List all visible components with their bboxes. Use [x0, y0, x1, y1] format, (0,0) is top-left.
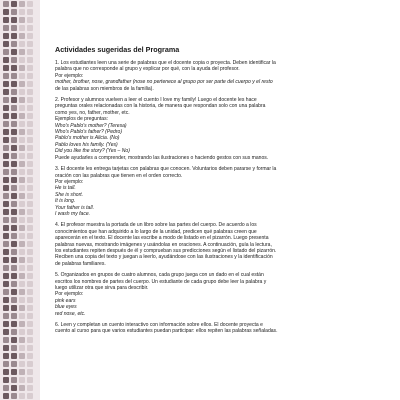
- decorative-square: [3, 217, 9, 223]
- decorative-square: [3, 105, 9, 111]
- decorative-square: [19, 121, 25, 127]
- decorative-square: [3, 257, 9, 263]
- paragraph-line: I wash my face.: [55, 210, 91, 217]
- decorative-square: [27, 273, 33, 279]
- decorative-square: [3, 25, 9, 31]
- decorative-square: [3, 153, 9, 159]
- decorative-square: [11, 105, 17, 111]
- decorative-square: [27, 329, 33, 335]
- decorative-square: [3, 393, 9, 399]
- paragraph-line: Por ejemplo:: [55, 72, 84, 79]
- decorative-square: [11, 273, 17, 279]
- decorative-square: [19, 337, 25, 343]
- paragraph-line: los estudiantes repiten después de él y comprueban sus predicciones según el listado del pizarrón.: [55, 247, 277, 254]
- paragraph-line: oración con las palabras que tienen en el orden correcto.: [55, 172, 183, 179]
- paragraph-line: 6. Leen y completan un cuento interactivo con información sobre ellos. El docente proyecta e: [55, 322, 263, 329]
- decorative-square: [3, 49, 9, 55]
- decorative-square: [11, 33, 17, 39]
- decorative-square: [3, 241, 9, 247]
- decorative-square: [11, 353, 17, 359]
- decorative-square: [3, 233, 9, 239]
- decorative-square: [3, 353, 9, 359]
- decorative-square: [27, 105, 33, 111]
- decorative-square: [27, 9, 33, 15]
- decorative-square: [11, 145, 17, 151]
- activity-paragraph: [55, 272, 393, 317]
- activity-list: [55, 60, 393, 335]
- decorative-square: [11, 313, 17, 319]
- decorative-square: [11, 209, 17, 215]
- decorative-square: [19, 65, 25, 71]
- decorative-square: [19, 105, 25, 111]
- decorative-square: [11, 41, 17, 47]
- decorative-square: [11, 113, 17, 119]
- decorative-square: [3, 145, 9, 151]
- decorative-square: [3, 281, 9, 287]
- decorative-square: [11, 177, 17, 183]
- decorative-square: [11, 225, 17, 231]
- decorative-square: [27, 129, 33, 135]
- decorative-square: [27, 89, 33, 95]
- decorative-square: [3, 321, 9, 327]
- decorative-square: [3, 305, 9, 311]
- decorative-square: [11, 89, 17, 95]
- decorative-square: [3, 177, 9, 183]
- decorative-square: [11, 369, 17, 375]
- decorative-square: [3, 185, 9, 191]
- paragraph-line: Pablo loves his family. (Yes): [55, 141, 118, 148]
- decorative-square: [19, 9, 25, 15]
- decorative-side-strip: [0, 0, 40, 400]
- paragraph-line: Pablo's mother is Alicia. (No): [55, 135, 120, 142]
- paragraph-line: blue eyes: [55, 304, 77, 311]
- decorative-square: [19, 345, 25, 351]
- decorative-square: [27, 137, 33, 143]
- decorative-square: [11, 81, 17, 87]
- decorative-square: [27, 81, 33, 87]
- decorative-square: [3, 73, 9, 79]
- decorative-square: [3, 273, 9, 279]
- decorative-square: [11, 217, 17, 223]
- decorative-square: [3, 313, 9, 319]
- paragraph-line: Por ejemplo:: [55, 291, 84, 298]
- decorative-square: [27, 385, 33, 391]
- decorative-square: [3, 17, 9, 23]
- decorative-square: [19, 273, 25, 279]
- decorative-square: [19, 257, 25, 263]
- document-title: Actividades sugeridas del Programa: [55, 45, 180, 54]
- decorative-square: [27, 153, 33, 159]
- decorative-square: [3, 209, 9, 215]
- decorative-square: [27, 121, 33, 127]
- decorative-square: [11, 385, 17, 391]
- decorative-square: [19, 41, 25, 47]
- decorative-square: [27, 241, 33, 247]
- decorative-square: [27, 161, 33, 167]
- decorative-square: [11, 185, 17, 191]
- decorative-square: [11, 233, 17, 239]
- decorative-square: [3, 289, 9, 295]
- decorative-square: [27, 289, 33, 295]
- decorative-square: [19, 209, 25, 215]
- decorative-square: [27, 369, 33, 375]
- decorative-square: [27, 201, 33, 207]
- decorative-square: [19, 185, 25, 191]
- decorative-square: [11, 249, 17, 255]
- decorative-square: [3, 161, 9, 167]
- decorative-square: [11, 17, 17, 23]
- decorative-square: [19, 25, 25, 31]
- decorative-square: [19, 81, 25, 87]
- decorative-square: [19, 17, 25, 23]
- decorative-square: [19, 97, 25, 103]
- decorative-square: [27, 393, 33, 399]
- decorative-square: [19, 233, 25, 239]
- decorative-square: [11, 25, 17, 31]
- paragraph-line: Por ejemplo:: [55, 178, 84, 185]
- decorative-square: [19, 353, 25, 359]
- decorative-square: [19, 153, 25, 159]
- decorative-square: [27, 361, 33, 367]
- decorative-square: [11, 241, 17, 247]
- decorative-square: [27, 321, 33, 327]
- decorative-square: [11, 281, 17, 287]
- decorative-square: [19, 73, 25, 79]
- decorative-square: [27, 249, 33, 255]
- decorative-square: [11, 73, 17, 79]
- decorative-square: [19, 361, 25, 367]
- decorative-square: [11, 49, 17, 55]
- decorative-square: [27, 305, 33, 311]
- decorative-square: [19, 1, 25, 7]
- decorative-square: [11, 305, 17, 311]
- decorative-square: [3, 81, 9, 87]
- decorative-square: [27, 281, 33, 287]
- decorative-square: [19, 297, 25, 303]
- paragraph-line: It is long.: [55, 198, 76, 205]
- decorative-square: [19, 161, 25, 167]
- decorative-square: [27, 33, 33, 39]
- decorative-square: [27, 25, 33, 31]
- decorative-square: [19, 281, 25, 287]
- decorative-square: [27, 17, 33, 23]
- decorative-square: [19, 393, 25, 399]
- paragraph-line: de palabras familiares.: [55, 260, 106, 267]
- decorative-square: [3, 65, 9, 71]
- decorative-square: [11, 193, 17, 199]
- decorative-square: [27, 233, 33, 239]
- activity-paragraph: [55, 60, 393, 92]
- decorative-square: [19, 385, 25, 391]
- paragraph-line: 4. El profesor muestra la portada de un libro sobre las partes del cuerpo. De acuerdo a los: [55, 222, 257, 229]
- decorative-square: [27, 97, 33, 103]
- decorative-square: [3, 265, 9, 271]
- paragraph-line: pink ears: [55, 297, 76, 304]
- decorative-square: [27, 49, 33, 55]
- decorative-square: [27, 225, 33, 231]
- decorative-square: [3, 249, 9, 255]
- decorative-square: [11, 9, 17, 15]
- decorative-square: [3, 369, 9, 375]
- paragraph-line: cuento al curso para que varios estudiantes puedan participar: ellos repiten las palabras señaladas.: [55, 328, 278, 335]
- paragraph-line: como yes, no, father, mother, etc.: [55, 109, 130, 116]
- paragraph-line: She is short.: [55, 191, 84, 198]
- decorative-square: [3, 329, 9, 335]
- decorative-square: [19, 265, 25, 271]
- decorative-square: [19, 329, 25, 335]
- decorative-square: [11, 289, 17, 295]
- decorative-square: [11, 361, 17, 367]
- decorative-square: [11, 265, 17, 271]
- decorative-square: [19, 113, 25, 119]
- decorative-square: [19, 305, 25, 311]
- decorative-square: [27, 41, 33, 47]
- paragraph-line: Did you like the story? (Yes – No): [55, 148, 130, 155]
- decorative-square: [11, 169, 17, 175]
- decorative-square: [11, 297, 17, 303]
- decorative-square: [27, 313, 33, 319]
- decorative-square: [19, 129, 25, 135]
- decorative-square: [3, 129, 9, 135]
- paragraph-line: Ejemplos de preguntas:: [55, 116, 109, 123]
- decorative-square: [27, 257, 33, 263]
- decorative-square: [27, 177, 33, 183]
- decorative-square: [19, 33, 25, 39]
- decorative-square: [3, 169, 9, 175]
- paragraph-line: red nose, etc.: [55, 310, 86, 317]
- decorative-square: [3, 385, 9, 391]
- decorative-square: [11, 257, 17, 263]
- decorative-square: [19, 57, 25, 63]
- decorative-square: [27, 169, 33, 175]
- activity-paragraph: [55, 97, 393, 161]
- decorative-square: [3, 97, 9, 103]
- decorative-square: [3, 361, 9, 367]
- decorative-square: [3, 137, 9, 143]
- decorative-square: [11, 57, 17, 63]
- document-page: [55, 45, 393, 397]
- activity-paragraph: [55, 166, 393, 217]
- decorative-square: [27, 113, 33, 119]
- decorative-square: [11, 393, 17, 399]
- decorative-square: [3, 201, 9, 207]
- paragraph-line: escritos los nombres de partes del cuerpo. Un estudiante de cada grupo debe leer la palabra y: [55, 278, 267, 285]
- decorative-square: [27, 145, 33, 151]
- paragraph-line: luego utilizar otra que sirva para describir.: [55, 285, 149, 291]
- decorative-square: [19, 49, 25, 55]
- decorative-square: [19, 201, 25, 207]
- paragraph-line: 5. Organizados en grupos de cuatro alumnos, cada grupo juega con un dado en el cual están: [55, 272, 264, 279]
- decorative-square: [19, 145, 25, 151]
- decorative-square: [3, 121, 9, 127]
- decorative-square: [19, 137, 25, 143]
- paragraph-line: Who's Pablo's mother? (Teresa): [55, 122, 127, 129]
- decorative-square: [11, 1, 17, 7]
- decorative-square: [19, 289, 25, 295]
- decorative-square: [11, 121, 17, 127]
- paragraph-line: palabras nuevas, mostrando imágenes y usándolas en oraciones. A continuación, guía la lectura,: [55, 241, 272, 248]
- decorative-square: [19, 217, 25, 223]
- paragraph-line: 1. Los estudiantes leen una serie de palabras que el docente copia o proyecta. Deben identificar la: [55, 60, 276, 66]
- decorative-square: [27, 65, 33, 71]
- decorative-square: [11, 129, 17, 135]
- decorative-square: [27, 73, 33, 79]
- decorative-square: [19, 193, 25, 199]
- decorative-square: [19, 321, 25, 327]
- paragraph-line: Your father is tall.: [55, 204, 94, 211]
- decorative-square: [3, 1, 9, 7]
- decorative-square: [19, 169, 25, 175]
- decorative-square: [11, 345, 17, 351]
- decorative-square: [3, 345, 9, 351]
- decorative-square: [11, 153, 17, 159]
- decorative-square: [19, 177, 25, 183]
- paragraph-line: mother, brother, nose, grandfather (nose no pertenece al grupo por ser parte del cuerpo y el resto: [55, 79, 273, 86]
- decorative-square: [3, 377, 9, 383]
- paragraph-line: Who's Pablo's father? (Pedro): [55, 129, 123, 136]
- paragraph-line: conocimientos que han adquirido a lo largo de la unidad, predicen qué palabras creen que: [55, 228, 257, 235]
- decorative-square: [19, 369, 25, 375]
- paragraph-line: palabra que no corresponde al grupo y explicar por qué, con la ayuda del profesor.: [55, 66, 240, 73]
- decorative-square: [19, 249, 25, 255]
- decorative-square: [27, 297, 33, 303]
- decorative-square: [3, 297, 9, 303]
- decorative-square: [19, 225, 25, 231]
- decorative-square: [27, 265, 33, 271]
- paragraph-line: 2. Profesor y alumnos vuelven a leer el cuento I love my family! Luego el docente les hace: [55, 97, 257, 104]
- decorative-square: [27, 353, 33, 359]
- activity-paragraph: [55, 322, 393, 335]
- decorative-square: [3, 41, 9, 47]
- decorative-square: [27, 345, 33, 351]
- decorative-square: [27, 337, 33, 343]
- decorative-square: [3, 337, 9, 343]
- decorative-square: [11, 329, 17, 335]
- decorative-square: [11, 201, 17, 207]
- decorative-square: [27, 209, 33, 215]
- decorative-square: [3, 225, 9, 231]
- decorative-square: [3, 113, 9, 119]
- paragraph-line: Puede ayudarles a comprender, mostrando las ilustraciones o haciendo gestos con sus manos.: [55, 154, 269, 161]
- decorative-square: [11, 65, 17, 71]
- decorative-square: [19, 377, 25, 383]
- decorative-square: [19, 89, 25, 95]
- decorative-square: [27, 57, 33, 63]
- paragraph-line: preguntas orales relacionadas con la historia, de manera que respondan solo con una palabra: [55, 103, 266, 110]
- decorative-square: [19, 241, 25, 247]
- decorative-square: [3, 193, 9, 199]
- decorative-square: [11, 377, 17, 383]
- decorative-square: [11, 97, 17, 103]
- decorative-square: [11, 161, 17, 167]
- paragraph-line: He is tall.: [55, 185, 76, 192]
- decorative-square: [11, 321, 17, 327]
- paragraph-line: de las palabras son miembros de la familia).: [55, 85, 154, 92]
- decorative-square: [3, 57, 9, 63]
- decorative-square: [11, 337, 17, 343]
- decorative-square: [11, 137, 17, 143]
- paragraph-line: 3. El docente les entrega tarjetas con palabras que conocen. Voluntarios deben pararse y formar la: [55, 166, 277, 173]
- decorative-square: [27, 217, 33, 223]
- decorative-square: [27, 185, 33, 191]
- decorative-square: [3, 9, 9, 15]
- decorative-square: [27, 377, 33, 383]
- decorative-square: [27, 193, 33, 199]
- paragraph-line: Reciben una copia del texto y juegan a leerlo, ayudándose con las ilustraciones y la identificación: [55, 254, 273, 261]
- decorative-square: [3, 33, 9, 39]
- activity-paragraph: [55, 222, 393, 267]
- decorative-square: [27, 1, 33, 7]
- decorative-square: [19, 313, 25, 319]
- decorative-square: [3, 89, 9, 95]
- paragraph-line: aparecerán en el texto. El docente las escribe a modo de listado en el pizarrón. Luego presenta: [55, 235, 269, 242]
